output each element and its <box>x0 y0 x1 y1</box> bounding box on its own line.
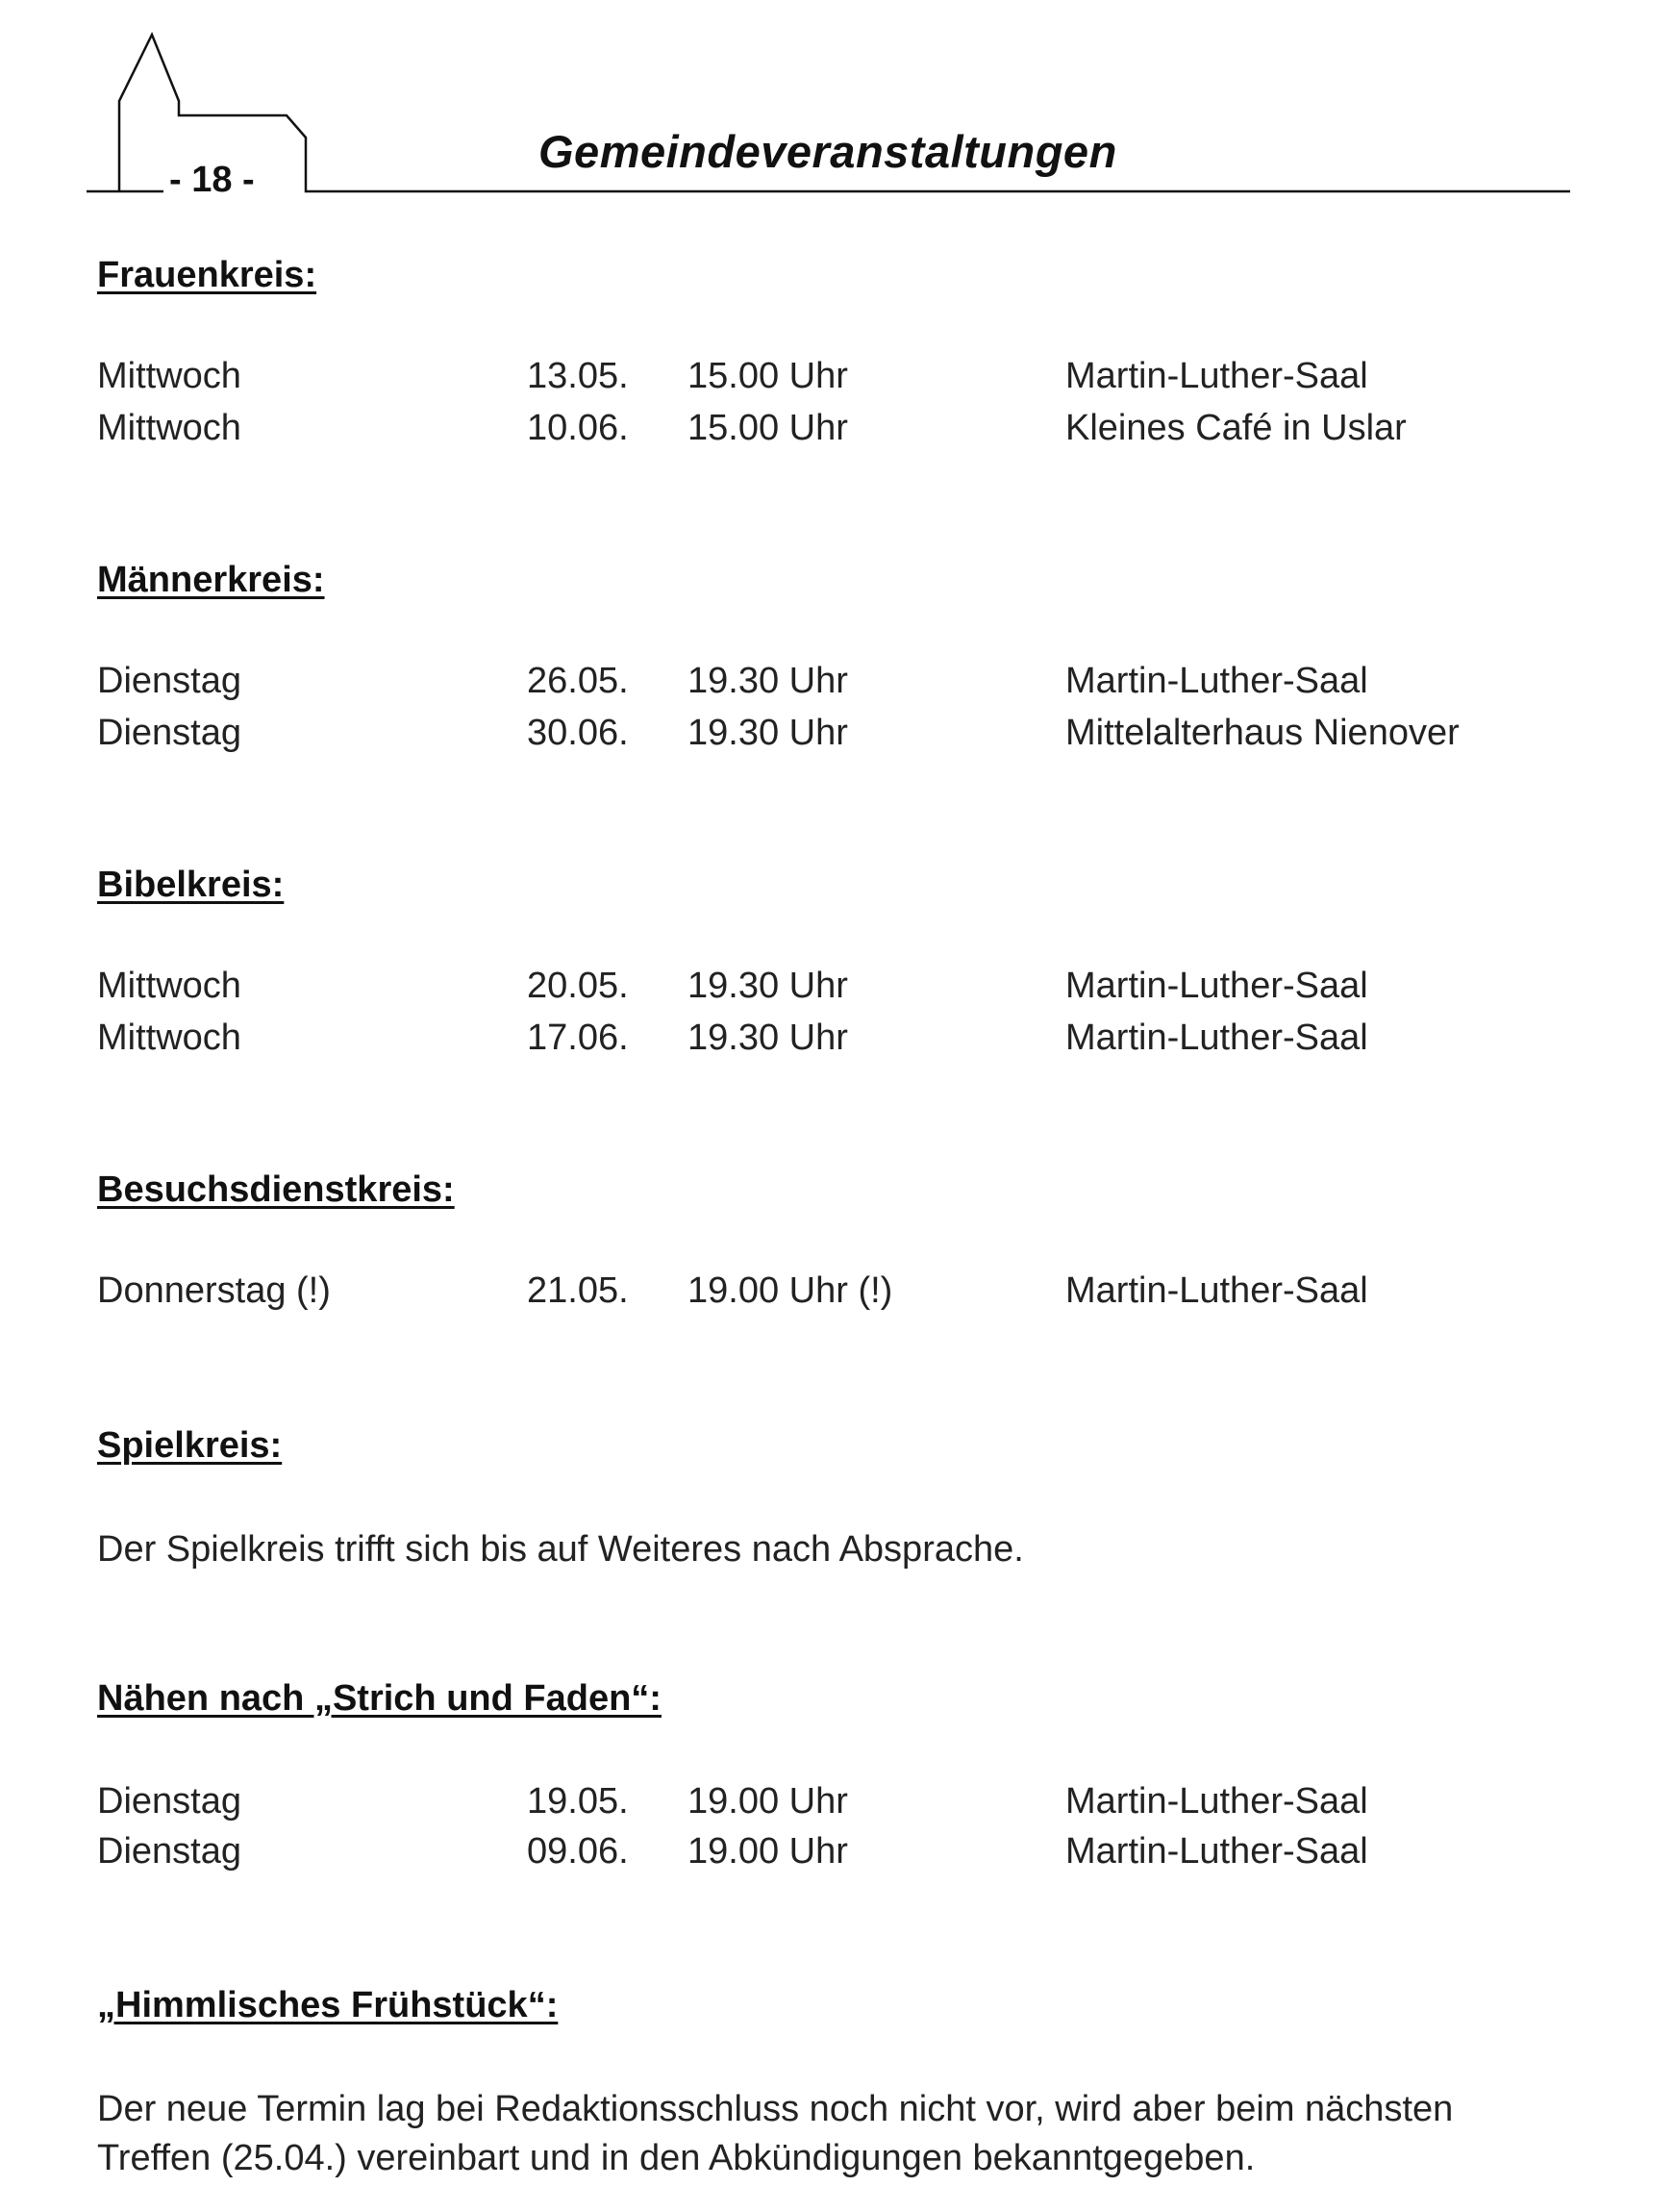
event-day: Dienstag <box>97 1781 241 1822</box>
event-place: Martin-Luther-Saal <box>1065 1018 1368 1058</box>
event-time: 19.00 Uhr <box>687 1831 848 1872</box>
section-heading-bibelkreis: Bibelkreis: <box>97 865 285 905</box>
event-date: 10.06. <box>527 408 629 448</box>
event-date: 13.05. <box>527 356 629 396</box>
event-day: Dienstag <box>97 1831 241 1872</box>
event-day: Donnerstag (!) <box>97 1270 331 1311</box>
event-row <box>0 1781 1674 1829</box>
event-day: Dienstag <box>97 713 241 753</box>
page-title: Gemeindeveranstaltungen <box>538 126 1117 177</box>
event-place: Mittelalterhaus Nienover <box>1065 713 1460 753</box>
event-date: 09.06. <box>527 1831 629 1872</box>
event-time: 15.00 Uhr <box>687 356 848 396</box>
event-date: 20.05. <box>527 966 629 1006</box>
event-date: 21.05. <box>527 1270 629 1311</box>
event-row <box>0 661 1674 709</box>
page-number: - 18 - <box>169 160 255 200</box>
event-place: Martin-Luther-Saal <box>1065 356 1368 396</box>
event-day: Mittwoch <box>97 356 241 396</box>
event-row <box>0 1270 1674 1319</box>
section-heading-frauenkreis: Frauenkreis: <box>97 255 317 295</box>
fruehstueck-text-line: Treffen (25.04.) vereinbart und in den Abkündigungen bekanntgegeben. <box>97 2138 1256 2178</box>
event-time: 19.30 Uhr <box>687 713 848 753</box>
event-time: 19.30 Uhr <box>687 966 848 1006</box>
event-place: Kleines Café in Uslar <box>1065 408 1407 448</box>
event-row <box>0 356 1674 404</box>
event-place: Martin-Luther-Saal <box>1065 1831 1368 1872</box>
event-time: 19.00 Uhr <box>687 1781 848 1822</box>
event-time: 19.00 Uhr (!) <box>687 1270 893 1311</box>
section-heading-naehen: Nähen nach „Strich und Faden“: <box>97 1678 662 1719</box>
event-row <box>0 408 1674 456</box>
event-row <box>0 966 1674 1014</box>
event-date: 26.05. <box>527 661 629 701</box>
event-time: 19.30 Uhr <box>687 661 848 701</box>
spielkreis-text: Der Spielkreis trifft sich bis auf Weiteres nach Absprache. <box>97 1529 1024 1570</box>
event-day: Dienstag <box>97 661 241 701</box>
event-day: Mittwoch <box>97 966 241 1006</box>
event-place: Martin-Luther-Saal <box>1065 966 1368 1006</box>
event-place: Martin-Luther-Saal <box>1065 1270 1368 1311</box>
section-heading-besuchsdienstkreis: Besuchsdienstkreis: <box>97 1169 455 1210</box>
fruehstueck-text-line: Der neue Termin lag bei Redaktionsschluss noch nicht vor, wird aber beim nächsten <box>97 2089 1454 2129</box>
event-date: 30.06. <box>527 713 629 753</box>
event-row <box>0 1018 1674 1066</box>
event-time: 15.00 Uhr <box>687 408 848 448</box>
event-time: 19.30 Uhr <box>687 1018 848 1058</box>
fruehstueck-text <box>97 2085 1597 2183</box>
section-heading-fruehstueck: „Himmlisches Frühstück“: <box>97 1985 559 2025</box>
event-date: 19.05. <box>527 1781 629 1822</box>
event-place: Martin-Luther-Saal <box>1065 1781 1368 1822</box>
event-row <box>0 1831 1674 1879</box>
event-day: Mittwoch <box>97 1018 241 1058</box>
event-place: Martin-Luther-Saal <box>1065 661 1368 701</box>
section-heading-spielkreis: Spielkreis: <box>97 1425 283 1466</box>
section-heading-maennerkreis: Männerkreis: <box>97 560 325 600</box>
event-day: Mittwoch <box>97 408 241 448</box>
event-date: 17.06. <box>527 1018 629 1058</box>
event-row <box>0 713 1674 761</box>
